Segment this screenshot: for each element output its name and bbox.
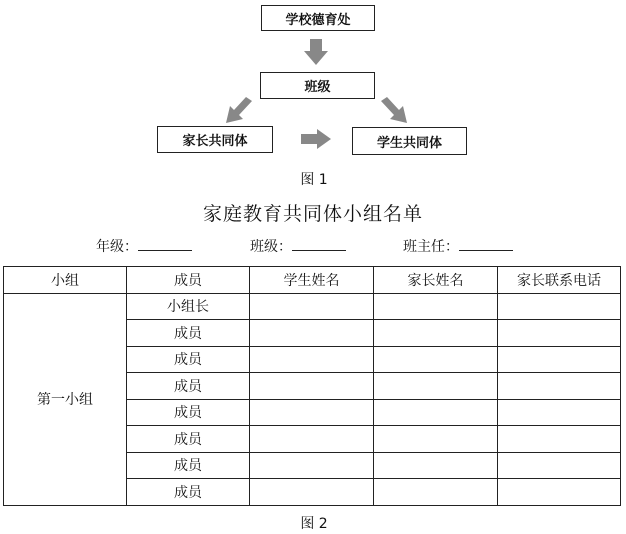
member-role-cell: 成员 <box>127 320 250 347</box>
student-name-cell[interactable] <box>250 320 374 347</box>
parent-phone-cell[interactable] <box>498 373 621 400</box>
parent-community-box: 家长共同体 <box>157 126 273 153</box>
head-teacher-blank <box>459 238 513 251</box>
arrow-right-icon <box>301 129 331 149</box>
figure-1-caption: 图 1 <box>300 172 328 188</box>
header-group: 小组 <box>4 267 127 294</box>
parent-phone-cell[interactable] <box>498 399 621 426</box>
figure-2-caption: 图 2 <box>300 516 328 532</box>
class-label: 班级： <box>250 239 292 255</box>
roster-table <box>3 266 621 506</box>
arrow-down-icon <box>304 39 328 65</box>
parent-name-cell[interactable] <box>374 373 498 400</box>
member-role-cell: 小组长 <box>127 293 250 320</box>
parent-name-cell[interactable] <box>374 479 498 506</box>
parent-name-cell[interactable] <box>374 320 498 347</box>
head-teacher-label: 班主任： <box>403 239 459 255</box>
student-name-cell[interactable] <box>250 426 374 453</box>
parent-name-cell[interactable] <box>374 293 498 320</box>
class-field <box>250 236 346 256</box>
parent-phone-cell[interactable] <box>498 293 621 320</box>
parent-phone-cell[interactable] <box>498 346 621 373</box>
header-student-name: 学生姓名 <box>250 267 374 294</box>
member-role-cell: 成员 <box>127 479 250 506</box>
member-role-cell: 成员 <box>127 373 250 400</box>
member-role-cell: 成员 <box>127 346 250 373</box>
parent-name-cell[interactable] <box>374 452 498 479</box>
class-blank <box>292 238 346 251</box>
table-row <box>4 293 621 320</box>
member-role-cell: 成员 <box>127 426 250 453</box>
student-community-box: 学生共同体 <box>352 127 467 155</box>
parent-phone-cell[interactable] <box>498 320 621 347</box>
table-header-row <box>4 267 621 294</box>
student-name-cell[interactable] <box>250 452 374 479</box>
student-name-cell[interactable] <box>250 346 374 373</box>
grade-blank <box>138 238 192 251</box>
grade-label: 年级： <box>96 239 138 255</box>
member-role-cell: 成员 <box>127 452 250 479</box>
student-name-cell[interactable] <box>250 293 374 320</box>
header-parent-name: 家长姓名 <box>374 267 498 294</box>
parent-phone-cell[interactable] <box>498 426 621 453</box>
grade-field <box>96 236 192 256</box>
header-member: 成员 <box>127 267 250 294</box>
student-name-cell[interactable] <box>250 479 374 506</box>
head-teacher-field <box>403 236 513 256</box>
parent-name-cell[interactable] <box>374 399 498 426</box>
group-name-cell: 第一小组 <box>4 293 127 505</box>
parent-phone-cell[interactable] <box>498 452 621 479</box>
arrow-down-left-icon <box>224 97 252 123</box>
parent-name-cell[interactable] <box>374 426 498 453</box>
member-role-cell: 成员 <box>127 399 250 426</box>
school-moral-education-box: 学校德育处 <box>261 5 375 31</box>
parent-phone-cell[interactable] <box>498 479 621 506</box>
arrow-down-right-icon <box>381 97 409 123</box>
student-name-cell[interactable] <box>250 399 374 426</box>
roster-title: 家庭教育共同体小组名单 <box>202 203 423 225</box>
header-parent-phone: 家长联系电话 <box>498 267 621 294</box>
class-box: 班级 <box>260 72 375 99</box>
student-name-cell[interactable] <box>250 373 374 400</box>
parent-name-cell[interactable] <box>374 346 498 373</box>
